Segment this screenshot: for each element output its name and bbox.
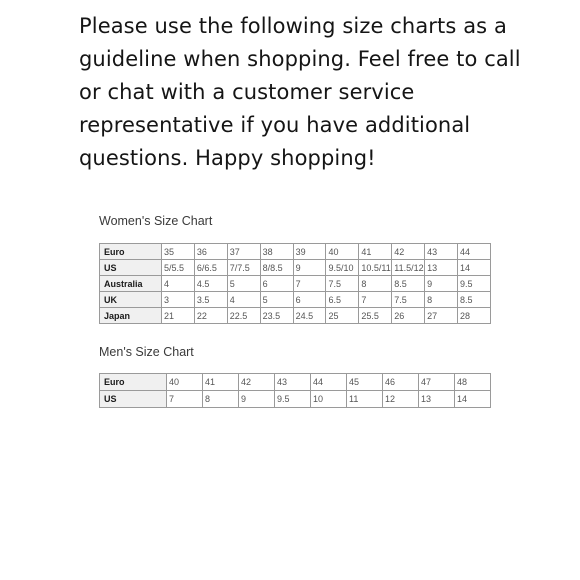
table-cell: 43 bbox=[425, 244, 458, 260]
table-cell: 7 bbox=[293, 276, 326, 292]
table-cell: 9.5/10 bbox=[326, 260, 359, 276]
table-cell: 4.5 bbox=[194, 276, 227, 292]
womens-size-chart-title: Women's Size Chart bbox=[99, 214, 213, 228]
table-cell: 4 bbox=[162, 276, 195, 292]
table-cell: 8 bbox=[425, 292, 458, 308]
table-cell: 7.5 bbox=[392, 292, 425, 308]
intro-line: or chat with a customer service bbox=[79, 80, 415, 104]
table-cell: 11.5/12 bbox=[392, 260, 425, 276]
row-label: Japan bbox=[100, 308, 162, 324]
table-cell: 8.5 bbox=[392, 276, 425, 292]
row-label: US bbox=[100, 391, 167, 408]
table-row bbox=[100, 391, 491, 408]
table-cell: 4 bbox=[227, 292, 260, 308]
table-cell: 24.5 bbox=[293, 308, 326, 324]
womens-size-table bbox=[99, 243, 491, 324]
table-cell: 7.5 bbox=[326, 276, 359, 292]
table-cell: 40 bbox=[326, 244, 359, 260]
table-row bbox=[100, 260, 491, 276]
table-row bbox=[100, 374, 491, 391]
table-cell: 9 bbox=[239, 391, 275, 408]
table-cell: 26 bbox=[392, 308, 425, 324]
table-row bbox=[100, 244, 491, 260]
table-cell: 3 bbox=[162, 292, 195, 308]
table-cell: 14 bbox=[458, 260, 491, 276]
table-cell: 13 bbox=[419, 391, 455, 408]
table-cell: 41 bbox=[359, 244, 392, 260]
table-cell: 7 bbox=[359, 292, 392, 308]
table-row bbox=[100, 292, 491, 308]
table-cell: 6 bbox=[293, 292, 326, 308]
table-cell: 9.5 bbox=[458, 276, 491, 292]
table-cell: 42 bbox=[239, 374, 275, 391]
table-cell: 36 bbox=[194, 244, 227, 260]
table-cell: 44 bbox=[311, 374, 347, 391]
table-cell: 10 bbox=[311, 391, 347, 408]
table-cell: 8/8.5 bbox=[260, 260, 293, 276]
table-cell: 14 bbox=[455, 391, 491, 408]
table-cell: 8 bbox=[203, 391, 239, 408]
table-cell: 44 bbox=[458, 244, 491, 260]
table-cell: 48 bbox=[455, 374, 491, 391]
intro-line: representative if you have additional bbox=[79, 113, 471, 137]
table-cell: 5/5.5 bbox=[162, 260, 195, 276]
intro-line: guideline when shopping. Feel free to call bbox=[79, 47, 521, 71]
intro-line: Please use the following size charts as a bbox=[79, 14, 507, 38]
table-cell: 10.5/11 bbox=[359, 260, 392, 276]
table-cell: 9 bbox=[293, 260, 326, 276]
table-cell: 28 bbox=[458, 308, 491, 324]
table-cell: 25 bbox=[326, 308, 359, 324]
womens-size-table-body bbox=[100, 244, 491, 324]
table-cell: 6 bbox=[260, 276, 293, 292]
intro-line: questions. Happy shopping! bbox=[79, 146, 376, 170]
table-cell: 3.5 bbox=[194, 292, 227, 308]
table-cell: 5 bbox=[227, 276, 260, 292]
mens-size-chart-title: Men's Size Chart bbox=[99, 345, 194, 359]
mens-size-table-body bbox=[100, 374, 491, 408]
table-cell: 5 bbox=[260, 292, 293, 308]
table-row bbox=[100, 308, 491, 324]
table-cell: 6.5 bbox=[326, 292, 359, 308]
table-cell: 11 bbox=[347, 391, 383, 408]
table-cell: 25.5 bbox=[359, 308, 392, 324]
table-cell: 27 bbox=[425, 308, 458, 324]
row-label: UK bbox=[100, 292, 162, 308]
table-cell: 35 bbox=[162, 244, 195, 260]
table-cell: 13 bbox=[425, 260, 458, 276]
table-cell: 42 bbox=[392, 244, 425, 260]
row-label: Australia bbox=[100, 276, 162, 292]
row-label: Euro bbox=[100, 374, 167, 391]
mens-size-table bbox=[99, 373, 491, 408]
table-cell: 22.5 bbox=[227, 308, 260, 324]
table-cell: 9.5 bbox=[275, 391, 311, 408]
table-cell: 23.5 bbox=[260, 308, 293, 324]
table-cell: 7 bbox=[167, 391, 203, 408]
table-cell: 12 bbox=[383, 391, 419, 408]
table-cell: 37 bbox=[227, 244, 260, 260]
table-cell: 9 bbox=[425, 276, 458, 292]
intro-text bbox=[79, 10, 559, 175]
table-cell: 47 bbox=[419, 374, 455, 391]
table-cell: 8 bbox=[359, 276, 392, 292]
table-row bbox=[100, 276, 491, 292]
table-cell: 21 bbox=[162, 308, 195, 324]
row-label: Euro bbox=[100, 244, 162, 260]
table-cell: 39 bbox=[293, 244, 326, 260]
table-cell: 6/6.5 bbox=[194, 260, 227, 276]
table-cell: 38 bbox=[260, 244, 293, 260]
table-cell: 46 bbox=[383, 374, 419, 391]
table-cell: 45 bbox=[347, 374, 383, 391]
table-cell: 7/7.5 bbox=[227, 260, 260, 276]
table-cell: 40 bbox=[167, 374, 203, 391]
row-label: US bbox=[100, 260, 162, 276]
table-cell: 22 bbox=[194, 308, 227, 324]
table-cell: 41 bbox=[203, 374, 239, 391]
table-cell: 43 bbox=[275, 374, 311, 391]
table-cell: 8.5 bbox=[458, 292, 491, 308]
